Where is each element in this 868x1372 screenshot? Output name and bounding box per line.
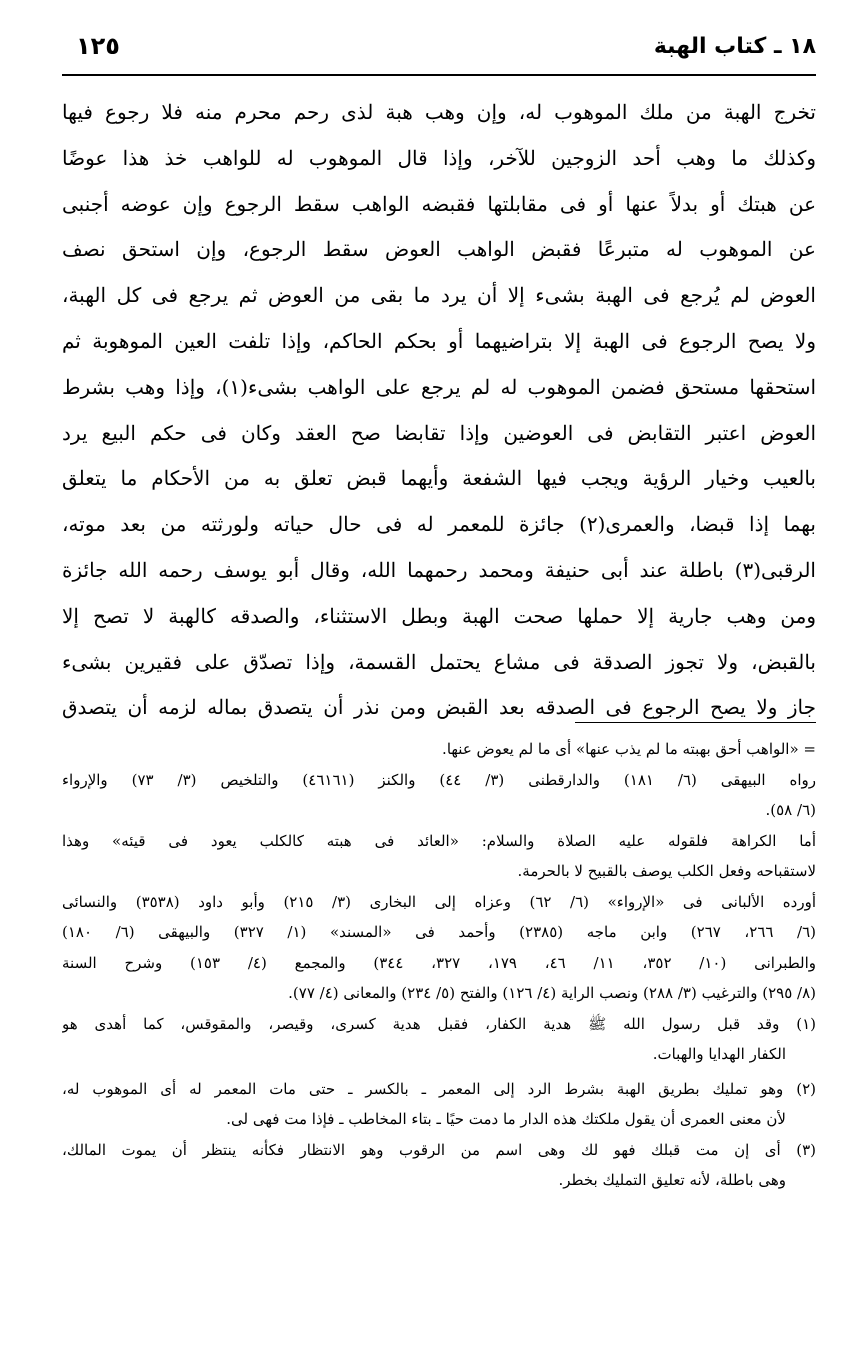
text-line: بالقبض، ولا تجوز الصدقة فى مشاع يحتمل القسمة، وإذا تصدّق على فقيرين بشىء bbox=[62, 649, 816, 674]
text-line: تخرج الهبة من ملك الموهوب له، وإن وهب هبة لذى رحم محرم منه فلا رجوع فيها bbox=[62, 100, 816, 124]
running-header bbox=[62, 30, 816, 76]
text-line: ولا يصح الرجوع فى الهبة إلا بتراضيهما أو بحكم الحاكم، وإذا تلفت العين الموهوبة ثم bbox=[62, 328, 816, 353]
text-line: الرقبى(٣) باطلة عند أبى حنيفة ومحمد رحمهما الله، وقال أبو يوسف رحمه الله جائزة bbox=[62, 557, 816, 582]
text-line: بالعيب وخيار الرؤية ويجب فيها الشفعة وأيهما قبض تعلق به من الأحكام ما يتعلق bbox=[62, 466, 816, 491]
text-line: جاز ولا يصح الرجوع فى الصدقه بعد القبض ومن نذر أن يتصدق بماله لزمه أن يتصدق bbox=[62, 695, 816, 720]
footnote-line: = «الواهب أحق بهبته ما لم يذب عنها» أى ما لم يعوض عنها. bbox=[442, 740, 816, 758]
text-line: وكذلك ما وهب أحد الزوجين للآخر، وإذا قال الموهوب له للواهب خذ هذا عوضًا bbox=[62, 145, 816, 170]
footnote-line: والطبرانى (١٠/ ٣٥٢، ١١/ ٤٦، ١٧٩، ٣٢٧، ٣٤٤) والمجمع (٤/ ١٥٣) وشرح السنة bbox=[62, 953, 816, 972]
footnote-line: أورده الألبانى فى «الإرواء» (٦/ ٦٢) وعزاه إلى البخارى (٣/ ٢١٥) وأبو داود (٣٥٣٨) والنسائى bbox=[62, 892, 816, 911]
footnote-1-continuation: الكفار الهدايا والهبات. bbox=[652, 1045, 786, 1063]
main-text-block bbox=[62, 90, 816, 731]
footnote-line: (٨/ ٢٩٥) والترغيب (٣/ ٢٨٨) ونصب الراية (٤/ ١٢٦) والفتح (٥/ ٢٣٤) والمعانى (٤/ ٧٧). bbox=[288, 984, 816, 1002]
footnote-separator bbox=[575, 722, 816, 723]
footnote-line: رواه البيهقى (٦/ ١٨١) والدارقطنى (٣/ ٤٤) والكنز (٤٦١٦١) والتلخيص (٣/ ٧٣) والإرواء bbox=[62, 770, 816, 789]
text-line: عن الموهوب له متبرعًا فقبض الواهب العوض سقط الرجوع، وإن استحق نصف bbox=[62, 237, 816, 262]
text-line: استحقها مستحق فضمن الموهوب له لم يرجع على الواهب بشىء(١)، وإذا وهب بشرط bbox=[62, 374, 816, 399]
footnote-2: (٢) وهو تمليك بطريق الهبة بشرط الرد إلى المعمر ـ بالكسر ـ حتى مات المعمر له أى الموهوب له، bbox=[62, 1079, 816, 1098]
text-line: العوض لم يُرجع فى الهبة بشىء إلا أن يرد ما بقى من العوض ثم يرجع فى كل الهبة، bbox=[62, 283, 816, 308]
text-line: ومن وهب جارية إلا حملها صحت الهبة وبطل الاستثناء، والصدقه كالهبة لا تصح إلا bbox=[62, 603, 816, 628]
footnote-3: (٣) أى إن مت قبلك فهو لك وهى اسم من الرقوب وهو الانتظار فكأنه ينتظر أن يموت المالك، bbox=[62, 1140, 816, 1159]
chapter-title: ١٨ ـ كتاب الهبة bbox=[653, 34, 816, 59]
page-number: ١٢٥ bbox=[76, 32, 120, 60]
text-line: العوض اعتبر التقابض فى العوضين وإذا تقابضا صح العقد وكان فى حكم البيع يرد bbox=[62, 420, 816, 445]
text-line: عن هبتك أو بدلاً عنها أو فى مقابلتها فقبضه الواهب سقط الرجوع وإن عوضه أجنبى bbox=[62, 191, 816, 216]
footnote-2-continuation: لأن معنى العمرى أن يقول ملكتك هذه الدار ما دمت حيًا ـ بتاء المخاطب ـ فإذا مت فهى لى. bbox=[226, 1110, 786, 1128]
footnote-line: لاستقباحه وفعل الكلب يوصف بالقبيح لا بالحرمة. bbox=[517, 862, 816, 880]
footnote-line: (٦/ ٢٦٦، ٢٦٧) وابن ماجه (٢٣٨٥) وأحمد فى «المسند» (١/ ٣٢٧) والبيهقى (٦/ ١٨٠) bbox=[62, 923, 816, 941]
footnote-line: (٦/ ٥٨). bbox=[765, 801, 816, 819]
text-line: بهما إذا قبضا، والعمرى(٢) جائزة للمعمر له فى حال حياته ولورثته من بعد موته، bbox=[62, 512, 816, 537]
footnote-3-continuation: وهى باطلة، لأنه تعليق التمليك بخطر. bbox=[558, 1171, 786, 1189]
footnotes-block bbox=[62, 734, 816, 1196]
footnote-line: أما الكراهة فلقوله عليه الصلاة والسلام: «العائد فى هبته كالكلب يعود فى قيئه» وهذا bbox=[62, 831, 816, 850]
footnote-1: (١) وقد قبل رسول الله ﷺ هدية الكفار، فقبل هدية كسرى، وقيصر، والمقوقس، كما أهدى هو bbox=[62, 1014, 816, 1033]
